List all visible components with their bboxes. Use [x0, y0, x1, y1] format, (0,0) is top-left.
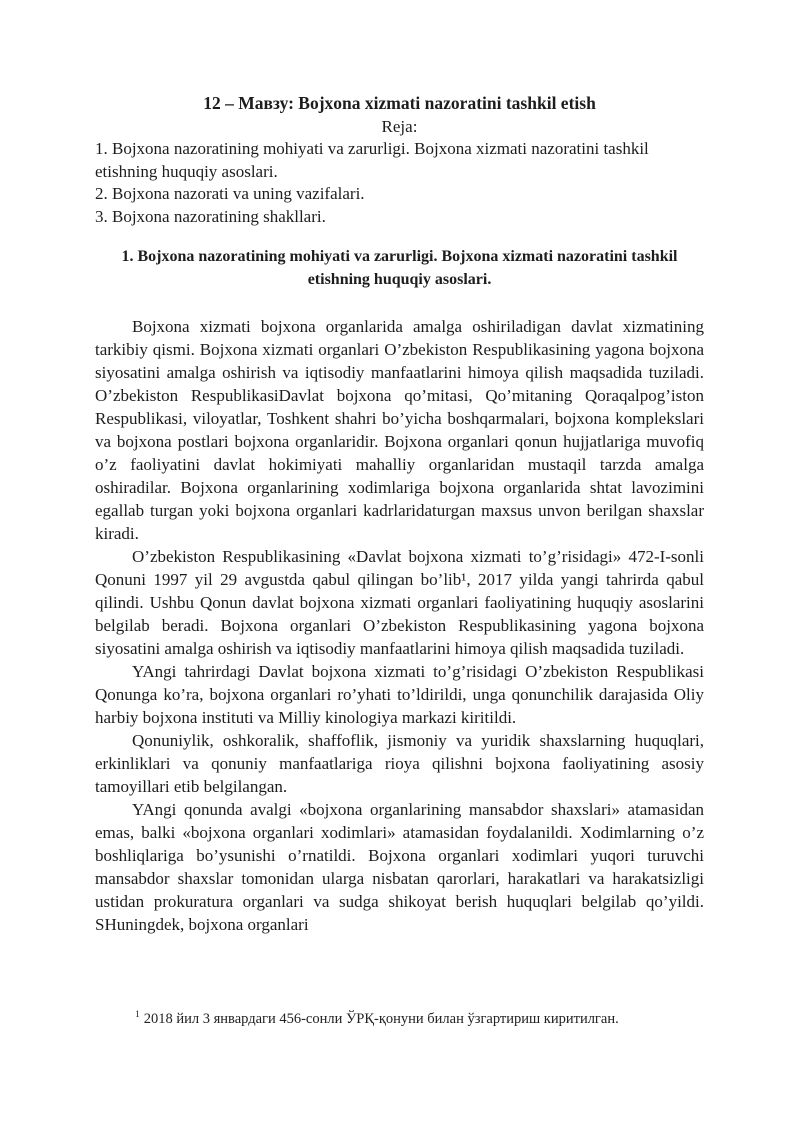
footnote-marker: 1: [135, 1010, 140, 1021]
body-paragraph-4: Qonuniylik, oshkoralik, shaffoflik, jismoniy va yuridik shaxslarning huquqlari, erkinliklari va qonuniy manfaatlariga rioya qilishni bojxona faoliyatining asosiy tamoyillari etib belgilangan.: [95, 731, 704, 796]
document-content: [95, 92, 704, 936]
document-title: 12 – Мавзу: Bojxona xizmati nazoratini tashkil etish: [203, 93, 596, 113]
body-paragraph-2: O’zbekiston Respublikasining «Davlat bojxona xizmati to’g’risidagi» 472-I-sonli Qonuni 1997 yil 29 avgustda qabul qilingan bo’lib¹, 2017 yilda yangi tahrirda qabul qilindi. Ushbu Qonun davlat bojxona xizmati organlari faoliyatining huquqiy asoslarini belgilab beradi. Bojxona organlari O’zbekiston Respublikasining yagona bojxona siyosatini amalga oshirish va iqtisodiy manfaatlarini himoya qilish maqsadida tuziladi.: [95, 547, 704, 658]
body-paragraph-1: Bojxona xizmati bojxona organlarida amalga oshiriladigan davlat xizmatining tarkibiy qismi. Bojxona xizmati organlari O’zbekiston Respublikasining yagona bojxona siyosatini amalga oshirish va iqtisodiy manfaatlarini himoya qilish maqsadida tuziladi. O’zbekiston RespublikasiDavlat bojxona qo’mitasi, Qo’mitaning Qoraqalpog’iston Respublikasi, viloyatlar, Toshkent shahri bo’yicha boshqarmalari, bojxona komplekslari va bojxona postlari bojxona organlaridir. Bojxona organlari qonun hujjatlariga muvofiq o’z faoliyatini davlat hokimiyati mahalliy organlaridan mustaqil tarzda amalga oshiradilar. Bojxona organlarining xodimlariga bojxona organlarida shtat lavozimini egallab turgan yoki bojxona organlari kadrlaridaturgan maxsus unvon berilgan shaxslar kiradi.: [95, 317, 704, 543]
body-paragraph-3: YAngi tahrirdagi Davlat bojxona xizmati to’g’risidagi O’zbekiston Respublikasi Qonunga ko’ra, bojxona organlari ro’yhati to’ldirildi, unga qonunchilik darajasida Oliy harbiy bojxona instituti va Milliy kinologiya markazi kiritildi.: [95, 662, 704, 727]
plan-item-2: 2. Bojxona nazorati va uning vazifalari.: [95, 184, 365, 203]
plan-label: Reja:: [381, 117, 418, 136]
body-paragraph-5: YAngi qonunda avalgi «bojxona organlarining mansabdor shaxslari» atamasidan emas, balki «bojxona organlari xodimlari» atamasidan foydalanildi. Xodimlarning o’z boshliqlariga bo’ysunishi o’rnatildi. Bojxona organlari xodimlari yuqori turuvchi mansabdor shaxslar tomonidan ularga nisbatan qarorlari, harakatlari va harakatsizligi ustidan prokuratura organlari va sudga shikoyat berish huquqlari belgilab qo’yildi. SHuningdek, bojxona organlari: [95, 800, 704, 934]
plan-item-3: 3. Bojxona nazoratining shakllari.: [95, 206, 326, 226]
section-heading: 1. Bojxona nazoratining mohiyati va zarurligi. Bojxona xizmati nazoratini tashkil etishning huquqiy asoslari.: [121, 248, 678, 288]
footnote-text: 2018 йил 3 январдаги 456-сонли ЎРҚ-қонуни билан ўзгартириш киритилган.: [143, 1011, 619, 1027]
plan-item-1: 1. Bojxona nazoratining mohiyati va zarurligi. Bojxona xizmati nazoratini tashkil etishning huquqiy asoslari.: [95, 139, 649, 181]
footnote: [95, 1010, 704, 1029]
